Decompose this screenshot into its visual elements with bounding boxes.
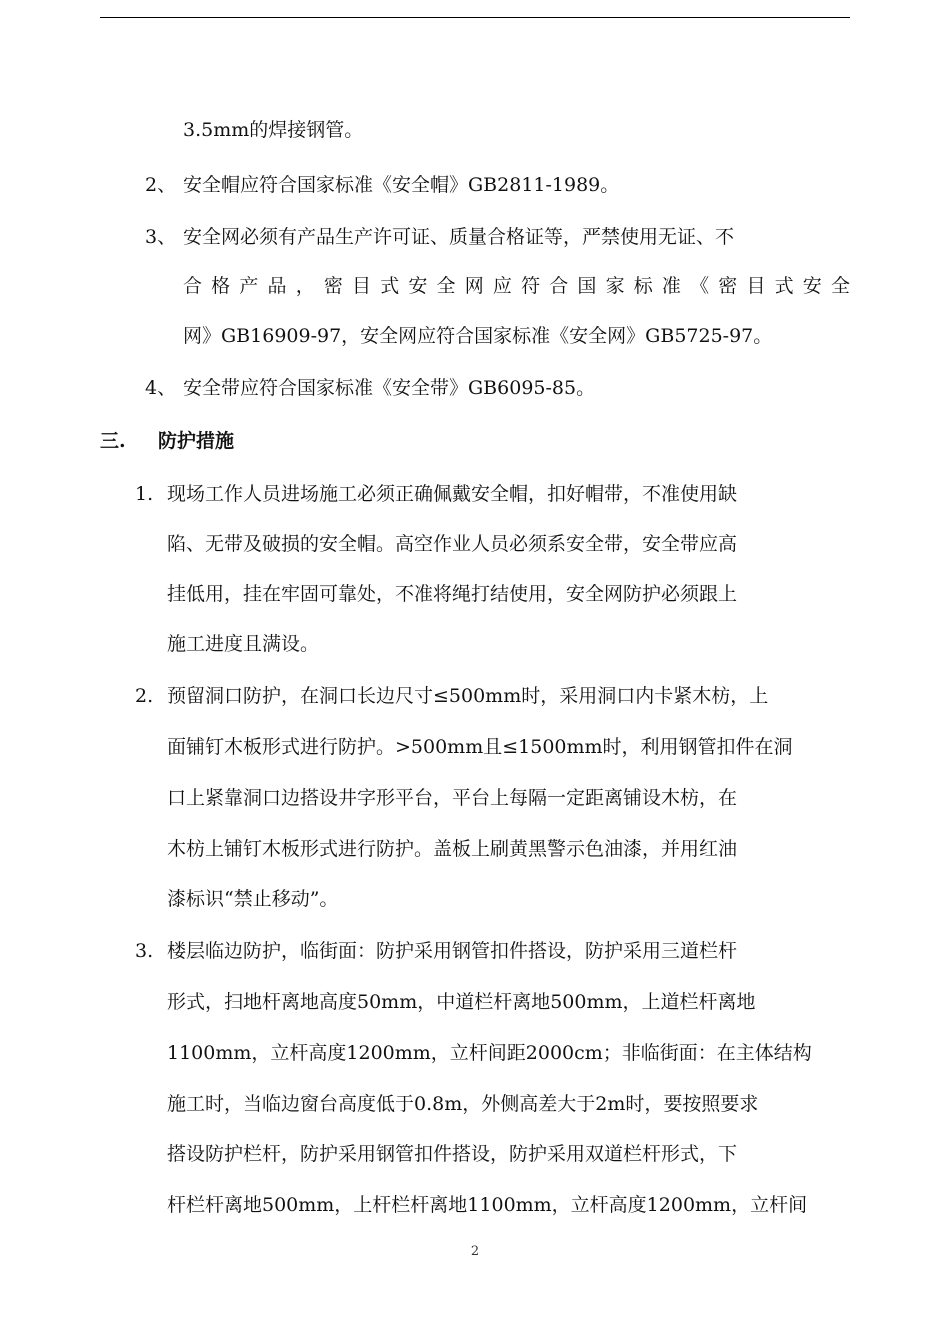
item3-line2-char: 标 (633, 275, 653, 297)
item3-line2-char: 产 (239, 275, 259, 297)
item3-line2-char: 网 (464, 275, 484, 297)
item3-line2-char: 品 (267, 275, 287, 297)
measure-3-line: 施工时，当临边窗台高度低于0.8m，外侧高差大于2m时，要按照要求 (167, 1093, 759, 1115)
item3-line2-char: 安 (408, 275, 428, 297)
item3-line2-char: 准 (661, 275, 681, 297)
item3-line2-char: 密 (718, 275, 738, 297)
item4-text: 安全带应符合国家标准《安全带》GB6095-85。 (183, 377, 596, 399)
item3-line1: 安全网必须有产品生产许可证、质量合格证等，严禁使用无证、不 (183, 226, 735, 248)
item3-line2-char: 密 (323, 275, 343, 297)
header-rule (100, 17, 850, 18)
measure-2-number: 2. (135, 685, 154, 707)
measure-2-line: 口上紧靠洞口边搭设井字形平台，平台上每隔一定距离铺设木枋，在 (167, 787, 738, 809)
item3-line2-char: 安 (802, 275, 822, 297)
measure-3-line: 搭设防护栏杆，防护采用钢管扣件搭设，防护采用双道栏杆形式，下 (167, 1143, 738, 1165)
item2-number: 2、 (145, 174, 177, 196)
measure-1-line: 挂低用，挂在牢固可靠处，不准将绳打结使用，安全网防护必须跟上 (167, 583, 738, 605)
item3-line2 (183, 273, 850, 299)
item3-line2-char: 合 (549, 275, 569, 297)
item3-line3: 网》GB16909-97，安全网应符合国家标准《安全网》GB5725-97。 (183, 325, 773, 347)
item3-line2-char: 合 (183, 275, 203, 297)
item3-line2-char: 目 (352, 275, 372, 297)
measure-1-line: 现场工作人员进场施工必须正确佩戴安全帽，扣好帽带，不准使用缺 (167, 483, 738, 505)
item3-line2-char: 全 (436, 275, 456, 297)
measure-1-line: 施工进度且满设。 (167, 633, 320, 655)
measure-3-line: 形式，扫地杆离地高度50mm，中道栏杆离地500mm，上道栏杆离地 (167, 991, 756, 1013)
section-title: 防护措施 (158, 430, 235, 452)
page-number: 2 (470, 1244, 480, 1259)
item2-text: 安全帽应符合国家标准《安全帽》GB2811-1989。 (183, 174, 620, 196)
section-number: 三. (100, 430, 126, 452)
measure-3-line: 楼层临边防护，临街面：防护采用钢管扣件搭设，防护采用三道栏杆 (167, 940, 738, 962)
measure-1-line: 陷、无带及破损的安全帽。高空作业人员必须系安全带，安全带应高 (167, 533, 738, 555)
item3-line2-char: 目 (746, 275, 766, 297)
item4-number: 4、 (145, 377, 177, 399)
item3-line2-char: 式 (380, 275, 400, 297)
measure-3-number: 3. (135, 940, 154, 962)
item3-line2-char: 格 (211, 275, 231, 297)
measure-2-line: 面铺钉木板形式进行防护。>500mm且≤1500mm时，利用钢管扣件在洞 (167, 736, 793, 758)
item3-number: 3、 (145, 226, 177, 248)
item3-line2-char: ， (295, 275, 315, 297)
measure-3-line: 1100mm，立杆高度1200mm，立杆间距2000cm；非临街面：在主体结构 (167, 1042, 812, 1064)
measure-2-line: 漆标识“禁止移动”。 (167, 888, 339, 910)
item3-line2-char: 家 (605, 275, 625, 297)
item3-line2-char: 式 (774, 275, 794, 297)
item3-line2-char: 符 (521, 275, 541, 297)
measure-1-number: 1. (135, 483, 154, 505)
measure-2-line: 预留洞口防护，在洞口长边尺寸≤500mm时，采用洞口内卡紧木枋，上 (167, 685, 769, 707)
item1-continuation: 3.5mm的焊接钢管。 (183, 119, 364, 141)
item3-line2-char: 《 (690, 275, 710, 297)
item3-line2-char: 全 (830, 275, 850, 297)
measure-3-line: 杆栏杆离地500mm，上杆栏杆离地1100mm，立杆高度1200mm，立杆间 (167, 1194, 808, 1216)
item3-line2-char: 国 (577, 275, 597, 297)
item3-line2-char: 应 (492, 275, 512, 297)
measure-2-line: 木枋上铺钉木板形式进行防护。盖板上刷黄黑警示色油漆，并用红油 (167, 838, 738, 860)
